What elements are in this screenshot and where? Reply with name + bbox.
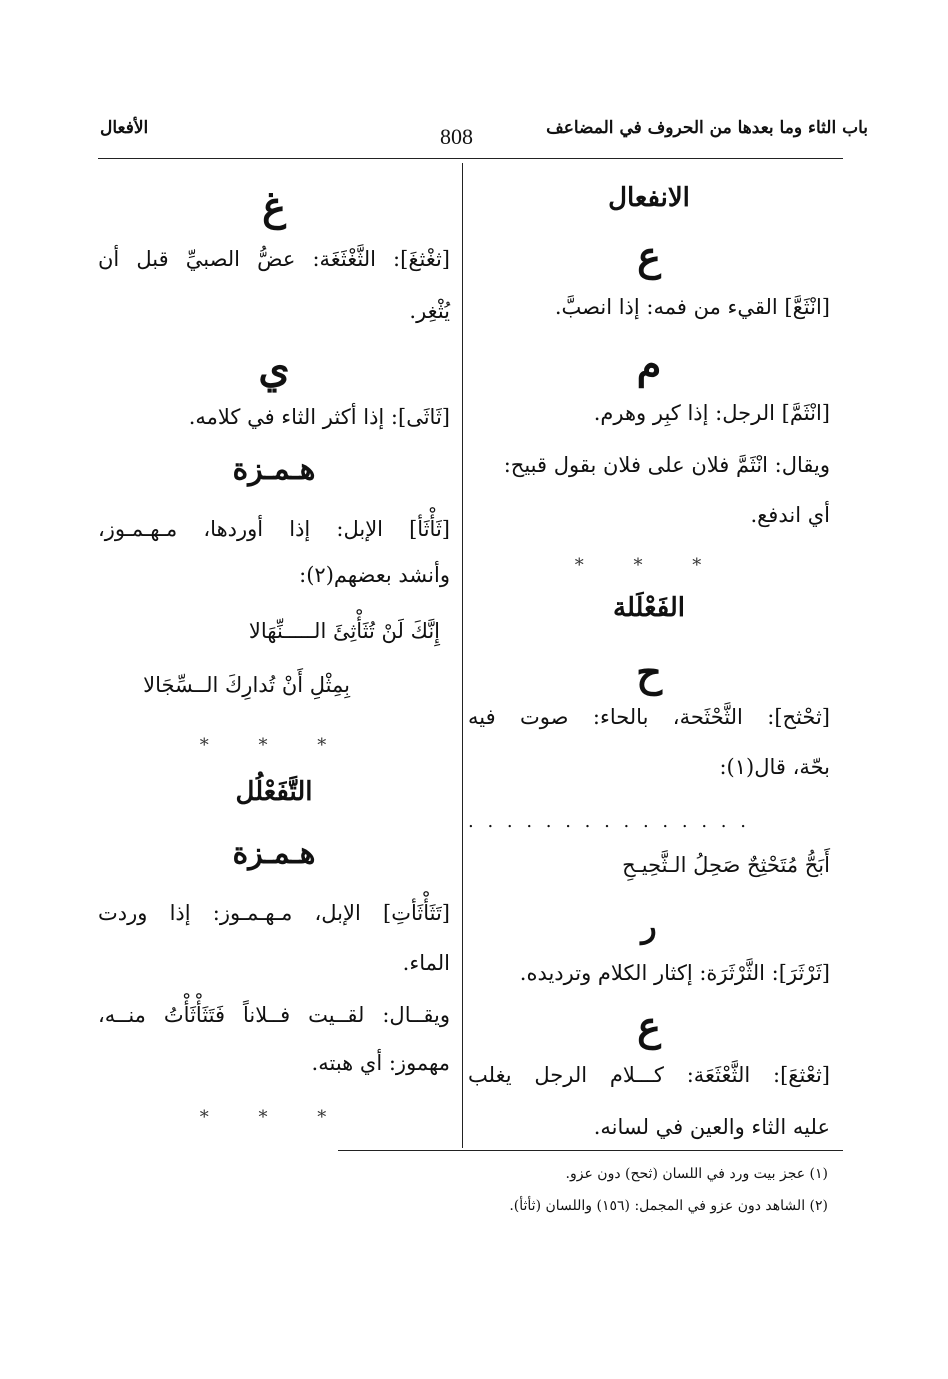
entry-text: [ثَاثَى]: إذا أكثر الثاء في كلامه. [188,405,450,429]
verse-line: إِنَّكَ لَنْ تُثَأْثِئَ الـــــنِّهَالا [248,619,440,643]
entry-text: بحّة، قال(١): [719,755,830,779]
verse-line: أَبَحُّ مُتَحْثِحٌ صَحِلُ الـثَّحِيـحِ [622,853,830,877]
entry-text: [ثحْثح]: الثَّحْثَحة، بالحاء: صوت فيه [468,705,830,729]
letter-heading: غ [262,183,286,230]
entry-text: ويقال: انْثَمَّ فلان على فلان بقول قبيح: [503,453,830,477]
running-head-chapter: باب الثاء وما بعدها من الحروف في المضاعف [546,118,868,138]
entry-text: مهموز: أي هبته. [311,1051,450,1075]
page-number: 808 [440,124,473,149]
letter-heading: م [636,341,662,388]
entry-text: [انْثَمَّ] الرجل: إذا كبِر وهرم. [593,401,830,425]
entry-text: [انْثَعَّ] القيء من فمه: إذا انصبَّ. [554,295,830,319]
entry-text: [ثعْثعَ]: الثَّعْثَعَة: كـــلام الرجل يغلب [468,1063,830,1087]
section-divider-stars: * * * [574,555,724,576]
section-heading: هـمـزة [232,452,316,487]
section-heading: هـمـزة [232,836,316,871]
entry-text: وأنشد بعضهم(٢): [299,563,450,587]
entry-text: [ثَأْثَأ] الإبل: إذا أوردها، مـهـمـوز، [98,517,450,541]
entry-text: [تَثَأْثَأتِ] الإبل، مـهـمـوز: إذا وردت [98,901,450,925]
entry-text: عليه الثاء والعين في لسانه. [593,1115,830,1139]
footnote: (١) عجز بيت ورد في اللسان (ثحح) دون عزو. [565,1166,828,1182]
entry-text: أي اندفع. [750,503,830,527]
letter-heading: ع [637,1003,661,1050]
running-head-section: الأفعال [100,118,149,138]
entry-text: [ثغْثغَ]: الثَّغْثَغَة: عضُّ الصبيِّ قبل أن [98,247,450,271]
column-divider [462,163,463,1148]
entry-text: يُثْغِر. [409,299,450,323]
footnote-rule [338,1150,843,1151]
footnote: (٢) الشاهد دون عزو في المجمل: (١٥٦) واللسان (ثأثأ). [509,1198,828,1214]
verse-line: بِمِثْلِ أَنْ تُدارِكَ الــسِّجَالا [143,673,350,697]
section-divider-stars: * * * [199,1107,349,1128]
letter-heading: ح [636,649,662,696]
section-heading: التَّفَعْلُل [235,777,313,807]
header-rule [98,158,843,159]
letter-heading: ي [258,345,290,392]
letter-heading: ع [637,233,661,280]
section-divider-stars: * * * [199,735,349,756]
section-heading: الانفعال [608,183,690,213]
letter-heading: ر [641,907,657,945]
entry-text: [ثَرْثَرَ]: الثَّرْثَرَة: إكثار الكلام وترديده. [519,961,830,985]
entry-text: ويقــال: لقــيت فــلاناً فَتَثَأْثَأْتُ منــه، [98,1003,450,1027]
section-heading: الفَعْلَلة [613,593,685,623]
entry-text: الماء. [402,951,450,975]
ellipsis-line: . . . . . . . . . . . . . . . [468,811,750,832]
